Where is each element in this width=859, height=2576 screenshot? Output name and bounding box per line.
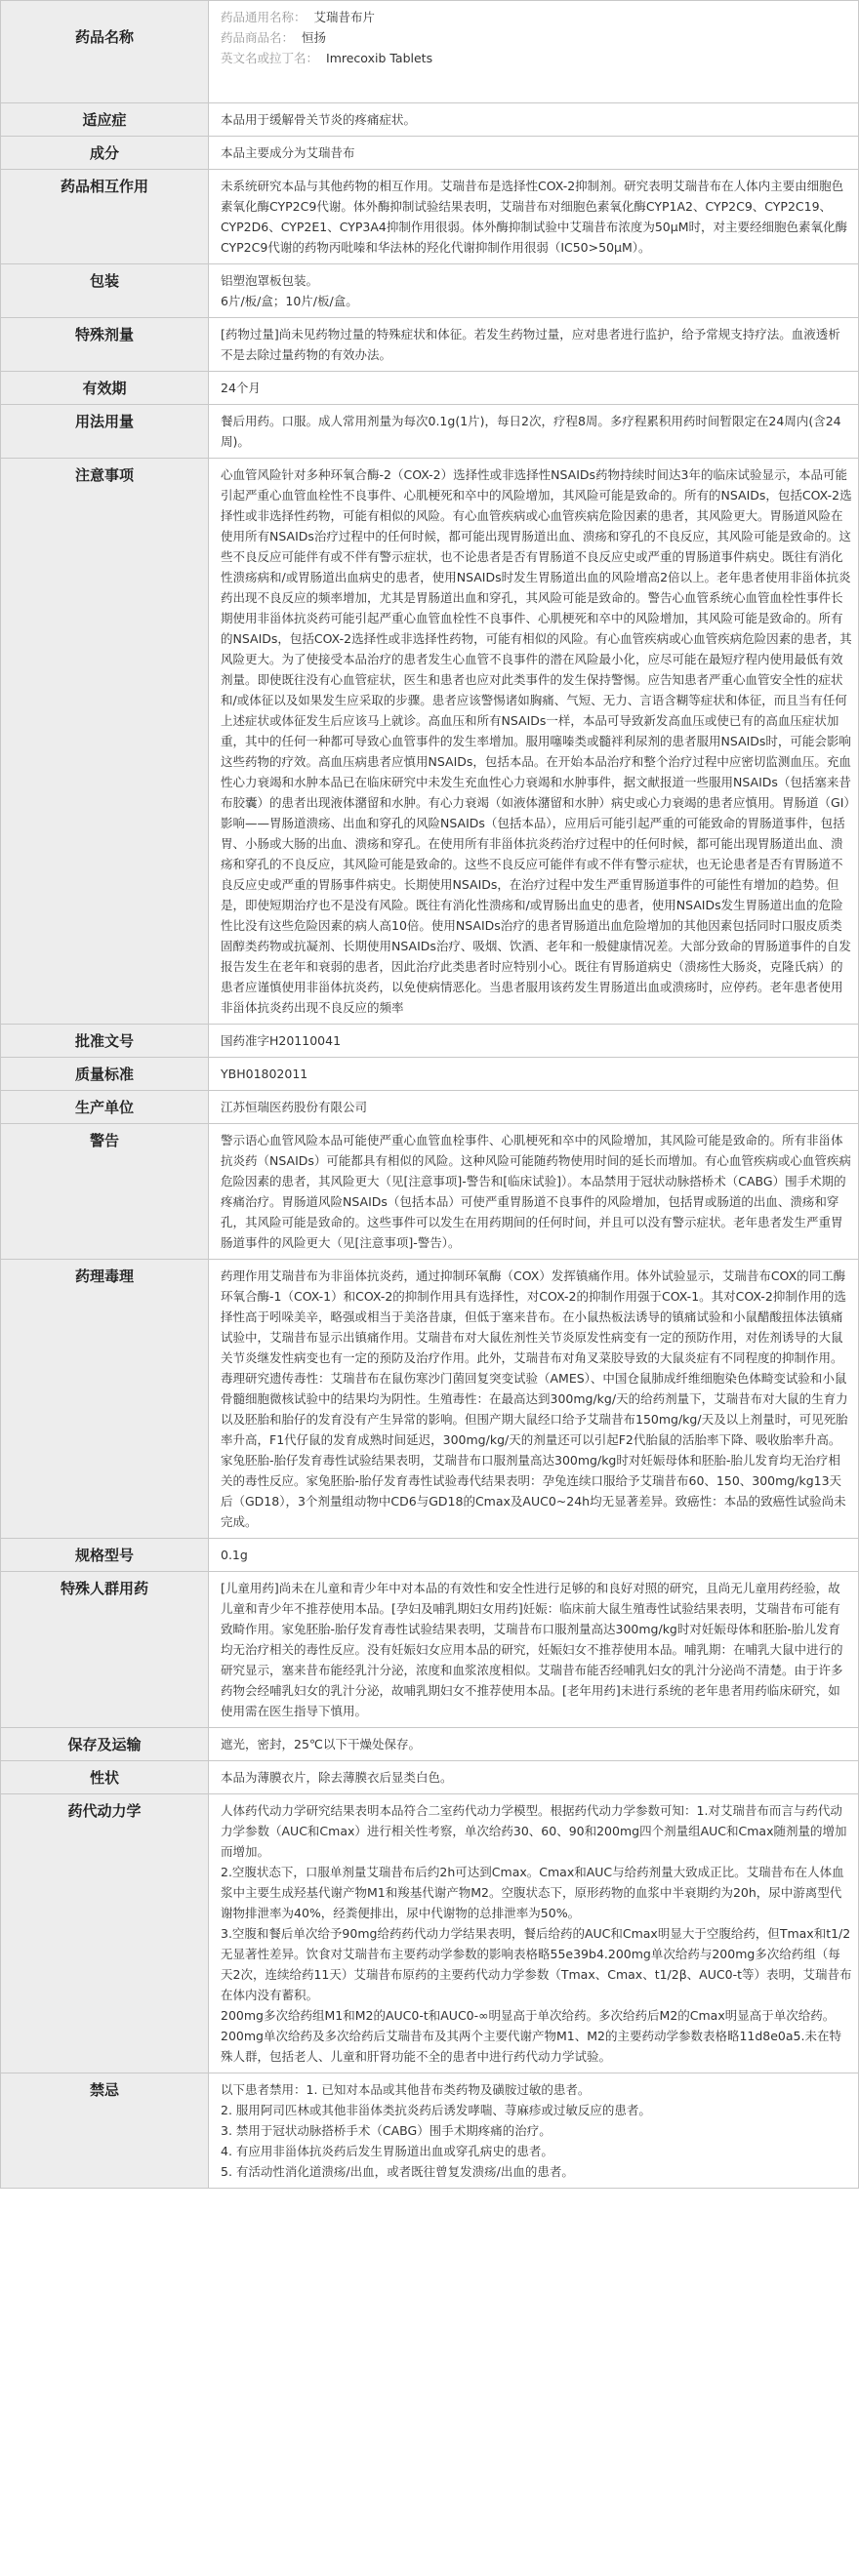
generic-name-value: 艾瑞昔布片 bbox=[313, 10, 376, 24]
row-dosage bbox=[1, 405, 859, 459]
value-package bbox=[209, 264, 859, 318]
label-manufacturer: 生产单位 bbox=[1, 1091, 209, 1124]
row-character bbox=[1, 1761, 859, 1794]
pk-paragraph-1: 人体药代动力学研究结果表明本品符合二室药代动力学模型。根据药代动力学参数可知：1.对艾瑞昔布而言与药代动力学参数（AUC和Cmax）进行相关性考察，单次给药30、60、90和200mg四个剂量组AUC和Cmax随剂量的增加而增加。 bbox=[221, 1803, 847, 1859]
label-contraindications: 禁忌 bbox=[1, 2073, 209, 2189]
label-composition: 成分 bbox=[1, 137, 209, 170]
trade-name-key: 药品商品名： bbox=[221, 30, 295, 45]
label-overdose: 特殊剂量 bbox=[1, 318, 209, 372]
contra-item: 5. 有活动性消化道溃疡/出血，或者既往曾复发溃疡/出血的患者。 bbox=[221, 2164, 574, 2179]
label-dosage: 用法用量 bbox=[1, 405, 209, 459]
row-spec bbox=[1, 1539, 859, 1572]
trade-name bbox=[221, 27, 852, 48]
english-name bbox=[221, 48, 852, 68]
label-approval: 批准文号 bbox=[1, 1025, 209, 1058]
value-character: 本品为薄膜衣片，除去薄膜衣后显类白色。 bbox=[209, 1761, 859, 1794]
pk-paragraph-2: 2.空腹状态下，口服单剂量艾瑞昔布后约2h可达到Cmax。Cmax和AUC与给药剂量大致成正比。艾瑞昔布在人体血浆中主要生成羟基代谢产物M1和羧基代谢产物M2。空腹状态下，原形药物的血浆中半衰期约为20h，尿中游离型代谢物排泄率为40%，经粪便排出，尿中代谢物的总排泄率为50%。 bbox=[221, 1865, 844, 1920]
generic-name bbox=[221, 7, 852, 27]
label-package: 包装 bbox=[1, 264, 209, 318]
value-spec: 0.1g bbox=[209, 1539, 859, 1572]
generic-name-key: 药品通用名称： bbox=[221, 10, 307, 24]
value-contraindications bbox=[209, 2073, 859, 2189]
value-composition: 本品主要成分为艾瑞昔布 bbox=[209, 137, 859, 170]
row-manufacturer bbox=[1, 1091, 859, 1124]
value-dosage: 餐后用药。口服。成人常用剂量为每次0.1g(1片)，每日2次，疗程8周。多疗程累积用药时间暂限定在24周内(含24周)。 bbox=[209, 405, 859, 459]
value-manufacturer: 江苏恒瑞医药股份有限公司 bbox=[209, 1091, 859, 1124]
value-validity: 24个月 bbox=[209, 372, 859, 405]
label-standard: 质量标准 bbox=[1, 1058, 209, 1091]
row-precautions bbox=[1, 459, 859, 1025]
value-pharmacology: 药理作用艾瑞昔布为非甾体抗炎药，通过抑制环氧酶（COX）发挥镇痛作用。体外试验显示，艾瑞昔布COX的同工酶环氧合酶-1（COX-1）和COX-2的抑制作用具有选择性，对COX-2的抑制作用强于COX-1。其对COX-2抑制作用的选择性高于吲哚美辛，略强或相当于美洛昔康，但低于塞来昔布。在小鼠热板法诱导的镇痛试验和小鼠醋酸扭体法镇痛试验中，艾瑞昔布显示出镇痛作用。艾瑞昔布对大鼠佐剂性关节炎原发性病变有一定的预防作用，对佐剂诱导的大鼠关节炎继发性病变也有一定的预防及治疗作用。此外，艾瑞昔布对角叉菜胶导致的大鼠炎症有不同程度的抑制作用。毒理研究遗传毒性：艾瑞昔布在鼠伤寒沙门菌回复突变试验（AMES）、中国仓鼠肺成纤维细胞染色体畸变试验和小鼠骨髓细胞微核试验中的结果均为阴性。生殖毒性：在最高达到300mg/kg/天的给药剂量下，艾瑞昔布对大鼠的生育力以及胚胎和胎仔的发育没有产生异常的影响。但围产期大鼠经口给予艾瑞昔布150mg/kg/天及以上剂量时，可见死胎率升高，F1代仔鼠的发育成熟时间延迟，300mg/kg/天的剂量还可以引起F2代胎鼠的活胎率下降、吸收胎率升高。家兔胚胎-胎仔发育毒性试验结果表明，艾瑞昔布口服剂量高达300mg/kg时对妊娠母体和胚胎-胎儿发育均无治疗相关的毒性反应。家兔胚胎-胎仔发育毒性试验毒代结果表明：孕兔连续口服给予艾瑞昔布60、150、300mg/kg13天后（GD18），3个剂量组动物中CD6与GD18的Cmax及AUC0~24h均无显著差异。致癌性：本品的致癌性试验尚未完成。 bbox=[209, 1260, 859, 1539]
label-warning: 警告 bbox=[1, 1124, 209, 1260]
label-pharmacokinetics: 药代动力学 bbox=[1, 1794, 209, 2073]
label-character: 性状 bbox=[1, 1761, 209, 1794]
english-name-key: 英文名或拉丁名： bbox=[221, 51, 319, 65]
value-interaction: 未系统研究本品与其他药物的相互作用。艾瑞昔布是选择性COX-2抑制剂。研究表明艾瑞昔布在人体内主要由细胞色素氧化酶CYP2C9代谢。体外酶抑制试验结果表明，艾瑞昔布对细胞色素氧化酶CYP1A2、CYP2C9、CYP2C19、CYP2D6、CYP2E1、CYP3A4抑制作用很弱。体外酶抑制试验中艾瑞昔布浓度为50μM时，对主要经细胞色素氧化酶CYP2C9代谢的药物丙吡嗪和华法林的羟化代谢抑制作用很弱（IC50>50μM）。 bbox=[209, 170, 859, 264]
row-approval bbox=[1, 1025, 859, 1058]
value-warning: 警示语心血管风险本品可能使严重心血管血栓事件、心肌梗死和卒中的风险增加，其风险可能是致命的。所有非甾体抗炎药（NSAIDs）可能都具有相似的风险。这种风险可能随药物使用时间的延长而增加。有心血管疾病或心血管疾病危险因素的患者，其风险更大（见[注意事项]-警告和[临床试验]）。本品禁用于冠状动脉搭桥术（CABG）围手术期的疼痛治疗。胃肠道风险NSAIDs（包括本品）可使严重胃肠道不良事件的风险增加，包括胃或肠道的出血、溃疡和穿孔，其风险可能是致命的。这些事件可以发生在用药期间的任何时间，并且可以没有警示症状。老年患者发生严重胃肠道事件的风险更大（见[注意事项]-警告）。 bbox=[209, 1124, 859, 1260]
value-standard: YBH01802011 bbox=[209, 1058, 859, 1091]
trade-name-value: 恒扬 bbox=[302, 30, 327, 45]
contra-item: 2. 服用阿司匹林或其他非甾体类抗炎药后诱发哮喘、荨麻疹或过敏反应的患者。 bbox=[221, 2103, 651, 2117]
row-validity bbox=[1, 372, 859, 405]
row-pharmacokinetics bbox=[1, 1794, 859, 2073]
label-precautions: 注意事项 bbox=[1, 459, 209, 1025]
row-indication bbox=[1, 103, 859, 137]
contra-item: 以下患者禁用：1. 已知对本品或其他昔布类药物及磺胺过敏的患者。 bbox=[221, 2082, 591, 2097]
row-composition bbox=[1, 137, 859, 170]
row-warning bbox=[1, 1124, 859, 1260]
row-storage bbox=[1, 1728, 859, 1761]
row-standard bbox=[1, 1058, 859, 1091]
package-line-1: 铝塑泡罩板包装。 bbox=[221, 273, 319, 288]
english-name-value: Imrecoxib Tablets bbox=[326, 51, 433, 65]
contra-item: 3. 禁用于冠状动脉搭桥手术（CABG）围手术期疼痛的治疗。 bbox=[221, 2123, 552, 2138]
value-overdose: [药物过量]尚未见药物过量的特殊症状和体征。若发生药物过量，应对患者进行监护，给予常规支持疗法。血液透析不是去除过量药物的有效办法。 bbox=[209, 318, 859, 372]
value-indication: 本品用于缓解骨关节炎的疼痛症状。 bbox=[209, 103, 859, 137]
value-drug-name bbox=[209, 1, 859, 103]
label-spec: 规格型号 bbox=[1, 1539, 209, 1572]
label-drug-name: 药品名称 bbox=[1, 1, 209, 103]
value-precautions: 心血管风险针对多种环氧合酶-2（COX-2）选择性或非选择性NSAIDs药物持续时间达3年的临床试验显示，本品可能引起严重心血管血栓性不良事件、心肌梗死和卒中的风险增加，其风险可能是致命的。所有的NSAIDs，包括COX-2选择性或非选择性药物，可能有相似的风险。有心血管疾病或心血管疾病危险因素的患者，其风险更大。胃肠道风险在使用所有NSAIDs治疗过程中的任何时候，都可能出现胃肠道出血、溃疡和穿孔的不良反应，其风险可能是致命的。这些不良反应可能伴有或不伴有警示症状，也不论患者是否有胃肠道不良反应史或严重的胃肠道事件病史。既往有消化性溃疡病和/或胃肠道出血病史的患者，使用NSAIDs时发生胃肠道出血的风险增高2倍以上。老年患者使用非甾体抗炎药出现不良反应的频率增加，尤其是胃肠道出血和穿孔，其风险可能是致命的。警告心血管系统心血管血栓性事件长期使用非甾体抗炎药可能引起严重心血管血栓性不良事件、心肌梗死和卒中的风险增加，其风险可能是致命的。所有的NSAIDs，包括COX-2选择性或非选择性药物，可能有相似的风险。有心血管疾病或心血管疾病危险因素的患者，其风险更大。为了使接受本品治疗的患者发生心血管不良事件的潜在风险最小化，应尽可能在最短疗程内使用最低有效剂量。即使既往没有心血管症状，医生和患者也应对此类事件的发生保持警惕。应告知患者严重心血管安全性的症状和/或体征以及如果发生应采取的步骤。患者应该警惕诸如胸痛、气短、无力、言语含糊等症状和体征，而且当有任何上述症状或体征发生后应该马上就诊。高血压和所有NSAIDs一样，本品可导致新发高血压或使已有的高血压症状加重，其中的任何一种都可导致心血管事件的发生率增加。服用噻嗪类或髓袢利尿剂的患者服用NSAIDs时，可能会影响这些药物的疗效。高血压病患者应慎用NSAIDs，包括本品。在开始本品治疗和整个治疗过程中应密切监测血压。充血性心力衰竭和水肿本品已在临床研究中未发生充血性心力衰竭和水肿事件，据文献报道一些服用NSAIDs（包括塞来昔布胶囊）的患者出现液体潴留和水肿。有心力衰竭（如液体潴留和水肿）病史或心力衰竭的患者应慎用。胃肠道（GI）影响——胃肠道溃疡、出血和穿孔的风险NSAIDs（包括本品），应用后可能引起严重的可能致命的胃肠道事件，包括胃、小肠或大肠的出血、溃疡和穿孔。在使用所有非甾体抗炎药治疗过程中的任何时候，都可能出现胃肠道出血、溃疡和穿孔的不良反应，其风险可能是致命的。这些不良反应可能伴有或不伴有警示症状，也无论患者是否有胃肠道不良反应史或严重的胃肠事件病史。长期使用NSAIDs，在治疗过程中发生严重胃肠道事件的可能性有增加的趋势。但是，即使短期治疗也不是没有风险。既往有消化性溃疡和/或胃肠出血史的患者，使用NSAIDs发生胃肠道出血的危险性比没有这些危险因素的病人高10倍。使用NSAIDs治疗的患者胃肠道出血危险增加的其他因素包括同时口服皮质类固醇类药物或抗凝剂、长期使用NSAIDs治疗、吸烟、饮酒、老年和一般健康情况差。大部分致命的胃肠道事件的自发报告发生在老年和衰弱的患者，因此治疗此类患者时应特别小心。既往有胃肠道病史（溃疡性大肠炎，克隆氏病）的患者应谨慎使用非甾体抗炎药，以免使病情恶化。当患者服用该药发生胃肠道出血或溃疡时，应停药。老年患者使用非甾体抗炎药出现不良反应的频率 bbox=[209, 459, 859, 1025]
contra-item: 4. 有应用非甾体抗炎药后发生胃肠道出血或穿孔病史的患者。 bbox=[221, 2144, 553, 2158]
pk-paragraph-3: 3.空腹和餐后单次给予90mg给药药代动力学结果表明，餐后给药的AUC和Cmax明显大于空腹给药，但Tmax和t1/2无显著性差异。饮食对艾瑞昔布主要药动学参数的影响表格略55e39b4.200mg单次给药与200mg多次给药组（每天2次，连续给药11天）艾瑞昔布原药的主要药代动力学参数（Tmax、Cmax、t1/2β、AUC0-t等）表明，艾瑞昔布在体内没有蓄积。 bbox=[221, 1926, 852, 2002]
row-interaction bbox=[1, 170, 859, 264]
row-drug-name bbox=[1, 1, 859, 103]
label-special-population: 特殊人群用药 bbox=[1, 1572, 209, 1728]
label-validity: 有效期 bbox=[1, 372, 209, 405]
value-pharmacokinetics bbox=[209, 1794, 859, 2073]
label-indication: 适应症 bbox=[1, 103, 209, 137]
row-package bbox=[1, 264, 859, 318]
row-contraindications bbox=[1, 2073, 859, 2189]
value-storage: 遮光，密封，25℃以下干燥处保存。 bbox=[209, 1728, 859, 1761]
pk-paragraph-5: 200mg单次给药及多次给药后艾瑞昔布及其两个主要代谢产物M1、M2的主要药动学参数表格略11d8e0a5.未在特殊人群，包括老人、儿童和肝肾功能不全的患者中进行药代动力学试验。 bbox=[221, 2029, 841, 2064]
row-pharmacology bbox=[1, 1260, 859, 1539]
label-pharmacology: 药理毒理 bbox=[1, 1260, 209, 1539]
package-line-2: 6片/板/盒；10片/板/盒。 bbox=[221, 294, 358, 308]
value-approval: 国药准字H20110041 bbox=[209, 1025, 859, 1058]
row-overdose bbox=[1, 318, 859, 372]
row-special-population bbox=[1, 1572, 859, 1728]
label-storage: 保存及运输 bbox=[1, 1728, 209, 1761]
pk-paragraph-4: 200mg多次给药组M1和M2的AUC0-t和AUC0-∞明显高于单次给药。多次给药后M2的Cmax明显高于单次给药。 bbox=[221, 2008, 836, 2023]
value-special-population: [儿童用药]尚未在儿童和青少年中对本品的有效性和安全性进行足够的和良好对照的研究，且尚无儿童用药经验，故儿童和青少年不推荐使用本品。[孕妇及哺乳期妇女用药]妊娠：临床前大鼠生殖毒性试验结果表明，艾瑞昔布可能有致畸作用。家兔胚胎-胎仔发育毒性试验结果表明，艾瑞昔布口服剂量高达300mg/kg时对妊娠母体和胚胎-胎儿发育均无治疗相关的毒性反应。没有妊娠妇女应用本品的研究，妊娠妇女不推荐使用本品。哺乳期：在哺乳大鼠中进行的研究显示，塞来昔布能经乳汁分泌，浓度和血浆浓度相似。艾瑞昔布能否经哺乳妇女的乳汁分泌尚不清楚。由于许多药物会经哺乳妇女的乳汁分泌，故哺乳期妇女不推荐使用本品。[老年用药]未进行系统的老年患者用药临床研究，如使用需在医生指导下慎用。 bbox=[209, 1572, 859, 1728]
label-interaction: 药品相互作用 bbox=[1, 170, 209, 264]
